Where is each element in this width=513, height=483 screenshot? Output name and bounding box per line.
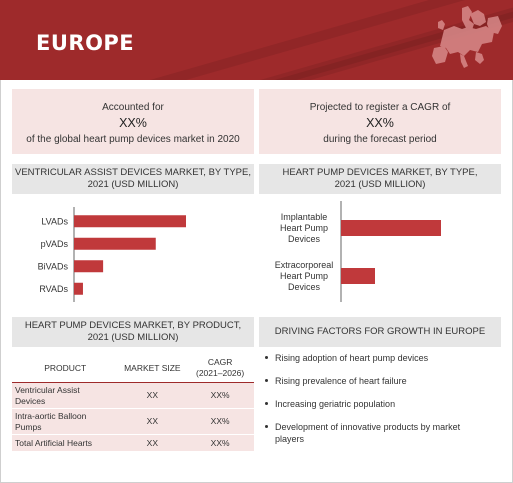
cagr-cell: XX% (186, 383, 254, 409)
share-stat-caption: of the global heart pump devices market in 2020 (26, 134, 240, 145)
product-cell: Total Artificial Hearts (12, 435, 118, 452)
product-table-title-line-1: HEART PUMP DEVICES MARKET, BY PRODUCT, (24, 320, 242, 331)
cagr-cell: XX% (186, 435, 254, 452)
drivers-list (262, 352, 502, 456)
driver-text-continued: players (275, 434, 305, 444)
vad-bar-chart (12, 200, 254, 308)
hpd-category-label: Extracorporeal Heart Pump Devices (274, 260, 334, 292)
market-size-cell: XX (118, 409, 186, 435)
region-title: EUROPE (36, 31, 135, 55)
cagr-cell: XX% (186, 409, 254, 435)
cagr-column-header (186, 354, 254, 383)
vad-chart-title-line-1: VENTRICULAR ASSIST DEVICES MARKET, BY TYPE, (15, 167, 251, 178)
bullet-icon (265, 402, 268, 405)
product-column-header: PRODUCT (12, 354, 118, 383)
product-name-line-2: Devices (15, 395, 46, 406)
share-stat-label: Accounted for (102, 102, 164, 113)
vad-bar (74, 215, 186, 227)
market-size-cell: XX (118, 435, 186, 452)
cagr-column-header-line-1: CAGR (207, 357, 233, 367)
table-row (12, 383, 254, 409)
cagr-stat-value: XX% (366, 116, 394, 130)
cagr-stat-box (259, 89, 501, 154)
vad-category-label: LVADs (41, 216, 68, 227)
driver-text: Rising adoption of heart pump devices (275, 353, 429, 363)
market-size-cell: XX (118, 383, 186, 409)
market-size-column-header: MARKET SIZE (118, 354, 186, 383)
hpd-bar (341, 220, 441, 236)
table-row (12, 435, 254, 452)
hpd-type-chart-title-line-2: 2021 (USD MILLION) (334, 179, 426, 190)
hpd-type-chart-title (259, 164, 501, 194)
list-item (262, 375, 502, 387)
vad-category-label: pVADs (40, 238, 68, 249)
bullet-icon (265, 425, 268, 428)
vad-chart-title (12, 164, 254, 194)
vad-bar (74, 260, 103, 272)
list-item (262, 352, 502, 364)
list-item (262, 421, 502, 445)
vad-bar (74, 283, 83, 295)
product-cell (12, 409, 118, 435)
table-row (12, 409, 254, 435)
bullet-icon (265, 356, 268, 359)
driver-text: Development of innovative products by market (275, 422, 461, 432)
product-market-table (12, 354, 254, 452)
share-stat-value: XX% (119, 116, 147, 130)
product-cell (12, 383, 118, 409)
europe-map-icon (424, 4, 504, 74)
share-stat-box (12, 89, 254, 154)
driver-text: Rising prevalence of heart failure (275, 376, 407, 386)
driver-text: Increasing geriatric population (275, 399, 396, 409)
bullet-icon (265, 379, 268, 382)
region-banner (0, 0, 513, 80)
vad-category-label: RVADs (39, 283, 68, 294)
product-table-header-row (12, 354, 254, 383)
hpd-type-bar-chart (259, 200, 501, 308)
vad-bar (74, 238, 156, 250)
vad-chart-title-line-2: 2021 (USD MILLION) (87, 179, 179, 190)
hpd-bar (341, 268, 375, 284)
product-name-line-2: Pumps (15, 421, 42, 432)
drivers-title: DRIVING FACTORS FOR GROWTH IN EUROPE (259, 317, 501, 347)
product-table-title-line-2: 2021 (USD MILLION) (87, 332, 179, 343)
cagr-stat-caption: during the forecast period (323, 134, 437, 145)
list-item (262, 398, 502, 410)
cagr-column-header-line-2: (2021–2026) (196, 368, 245, 378)
product-name-line-1: Ventricular Assist (15, 384, 80, 395)
product-name-line-1: Intra-aortic Balloon (15, 410, 87, 421)
cagr-stat-label: Projected to register a CAGR of (309, 102, 451, 113)
hpd-category-label: Implantable Heart Pump Devices (279, 212, 329, 244)
vad-category-label: BiVADs (37, 261, 68, 272)
product-table-title (12, 317, 254, 347)
hpd-type-chart-title-line-1: HEART PUMP DEVICES MARKET, BY TYPE, (282, 167, 478, 178)
